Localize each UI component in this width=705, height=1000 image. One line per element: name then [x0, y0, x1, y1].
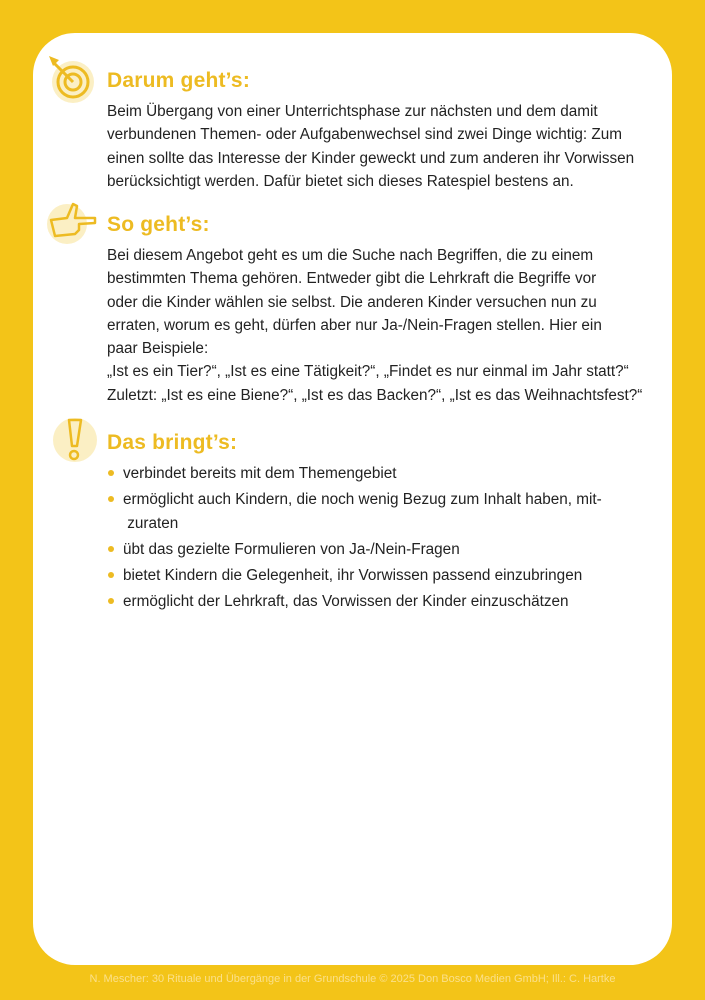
text-line: „Ist es ein Tier?“, „Ist es eine Tätigkeit?“, „Findet es nur einmal im Jahr statt?“ — [107, 363, 629, 381]
section-how — [107, 210, 647, 407]
text-line: oder die Kinder wählen sie selbst. Die anderen Kinder versuchen nun zu — [107, 293, 597, 311]
section-benefits — [107, 428, 647, 617]
text-line: Bei diesem Angebot geht es um die Suche nach Begriffen, die zu einem — [107, 247, 594, 264]
section-body — [107, 100, 647, 193]
footer-credit: N. Mescher: 30 Rituale und Übergänge in der Grundschule © 2025 Don Bosco Medien GmbH; Ill.: C. Hartke — [89, 973, 616, 985]
bullet-icon — [108, 572, 114, 578]
text-line: bestimmten Thema gehören. Entweder gibt die Lehrkraft die Begriffe vor — [107, 270, 597, 288]
text-line: einen sollte das Interesse der Kinder geweckt und zum anderen ihr Vorwissen — [107, 149, 635, 167]
section-title: Darum geht’s: — [107, 69, 251, 92]
list-item-text: ermöglicht auch Kindern, die noch wenig Bezug zum Inhalt haben, mit- zuraten — [123, 491, 602, 532]
benefits-list — [107, 462, 647, 614]
list-item-text: übt das gezielte Formulieren von Ja-/Nein-Fragen — [123, 540, 460, 558]
section-body — [107, 244, 647, 407]
list-item-text: bietet Kindern die Gelegenheit, ihr Vorwissen passend einzubringen — [123, 567, 583, 585]
list-item — [107, 538, 647, 561]
text-line: erraten, worum es geht, dürfen aber nur Ja-/Nein-Fragen stellen. Hier ein — [107, 316, 602, 334]
list-item — [107, 590, 647, 613]
list-item — [107, 462, 647, 485]
bullet-icon — [108, 546, 114, 552]
text-line: paar Beispiele: — [107, 340, 209, 358]
list-item — [107, 564, 647, 587]
text-line: Zuletzt: „Ist es eine Biene?“, „Ist es das Backen?“, „Ist es das Weihnachtsfest?“ — [107, 386, 643, 404]
text-line: berücksichtigt werden. Dafür bietet sich dieses Ratespiel bestens an. — [107, 172, 574, 190]
section-purpose — [107, 66, 647, 193]
bullet-icon — [108, 470, 114, 476]
list-item — [107, 488, 647, 535]
text-line: verbundenen Themen- oder Aufgabenwechsel sind zwei Dinge wichtig: Zum — [107, 126, 623, 144]
text-line: Beim Übergang von einer Unterrichtsphase zur nächsten und dem damit — [107, 103, 598, 120]
list-item-text: ermöglicht der Lehrkraft, das Vorwissen der Kinder einzuschätzen — [123, 593, 569, 611]
target-icon — [45, 54, 99, 104]
pointing-hand-icon — [45, 198, 99, 248]
section-title: Das bringt’s: — [107, 431, 238, 454]
bullet-icon — [108, 496, 114, 502]
exclamation-icon — [45, 416, 99, 466]
list-item-text: verbindet bereits mit dem Themengebiet — [123, 465, 397, 482]
bullet-icon — [108, 598, 114, 604]
section-title: So geht’s: — [107, 213, 210, 236]
